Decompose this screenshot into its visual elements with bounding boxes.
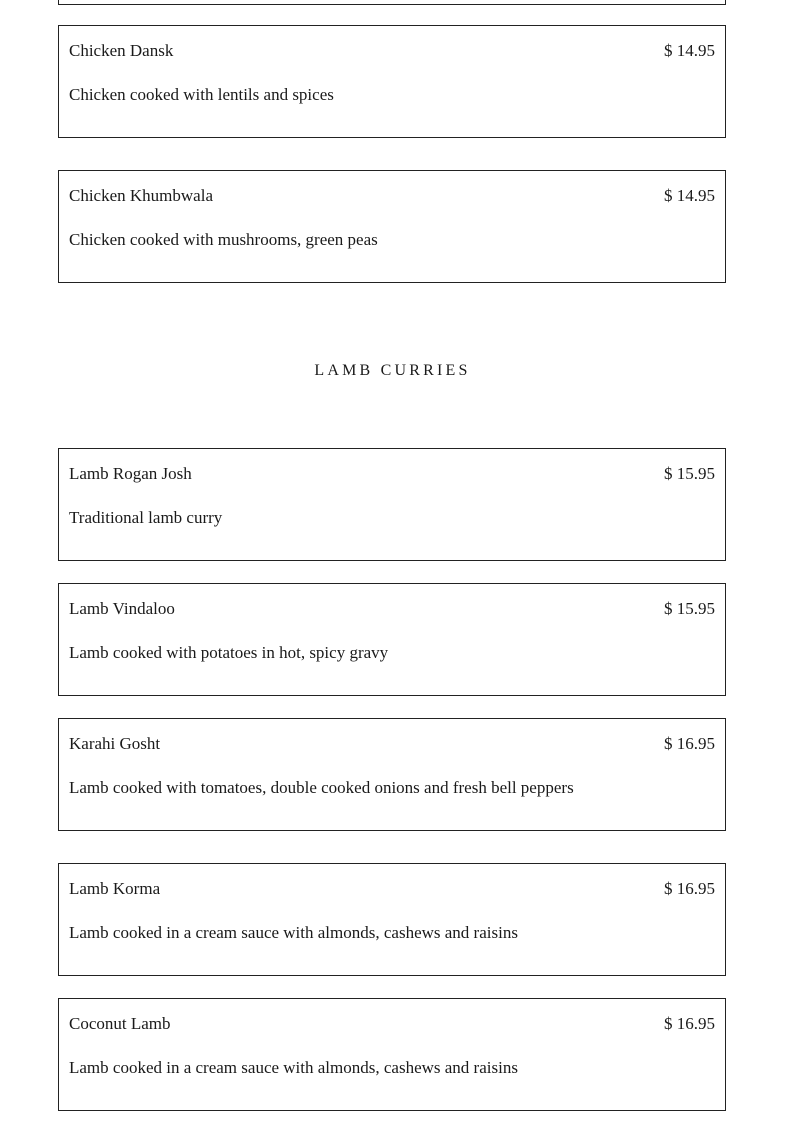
menu-item-price: $ 16.95 xyxy=(664,734,715,753)
menu-item-description: Chicken cooked with mushrooms, green peas xyxy=(69,230,378,249)
menu-item-card xyxy=(58,170,726,283)
menu-item-description: Traditional lamb curry xyxy=(69,508,223,527)
menu-item-card xyxy=(58,25,726,138)
menu-item-price: $ 15.95 xyxy=(664,599,715,618)
menu-item-card xyxy=(58,583,726,696)
menu-item-description: Lamb cooked with potatoes in hot, spicy gravy xyxy=(69,643,389,662)
menu-item-price: $ 14.95 xyxy=(664,41,715,60)
menu-item-description: Lamb cooked with tomatoes, double cooked onions and fresh bell peppers xyxy=(69,778,574,797)
menu-item-description: Chicken cooked with lentils and spices xyxy=(69,85,334,104)
menu-item-name: Lamb Vindaloo xyxy=(69,599,175,618)
menu-item-card xyxy=(58,998,726,1111)
menu-item-price: $ 14.95 xyxy=(664,186,715,205)
menu-item-card xyxy=(58,718,726,831)
menu-item-card xyxy=(58,863,726,976)
menu-item-name: Chicken Khumbwala xyxy=(69,186,213,205)
menu-item-card-partial xyxy=(58,0,726,5)
menu-item-name: Coconut Lamb xyxy=(69,1014,171,1033)
menu-item-card xyxy=(58,448,726,561)
menu-item-price: $ 16.95 xyxy=(664,1014,715,1033)
menu-item-name: Lamb Korma xyxy=(69,879,161,898)
section-title-lamb-curries: LAMB CURRIES xyxy=(314,362,471,379)
menu-item-name: Lamb Rogan Josh xyxy=(69,464,192,483)
menu-item-price: $ 16.95 xyxy=(664,879,715,898)
menu-item-description: Lamb cooked in a cream sauce with almonds, cashews and raisins xyxy=(69,1058,518,1077)
menu-item-price: $ 15.95 xyxy=(664,464,715,483)
menu-item-name: Chicken Dansk xyxy=(69,41,174,60)
menu-item-description: Lamb cooked in a cream sauce with almonds, cashews and raisins xyxy=(69,923,518,942)
menu-item-name: Karahi Gosht xyxy=(69,734,161,753)
